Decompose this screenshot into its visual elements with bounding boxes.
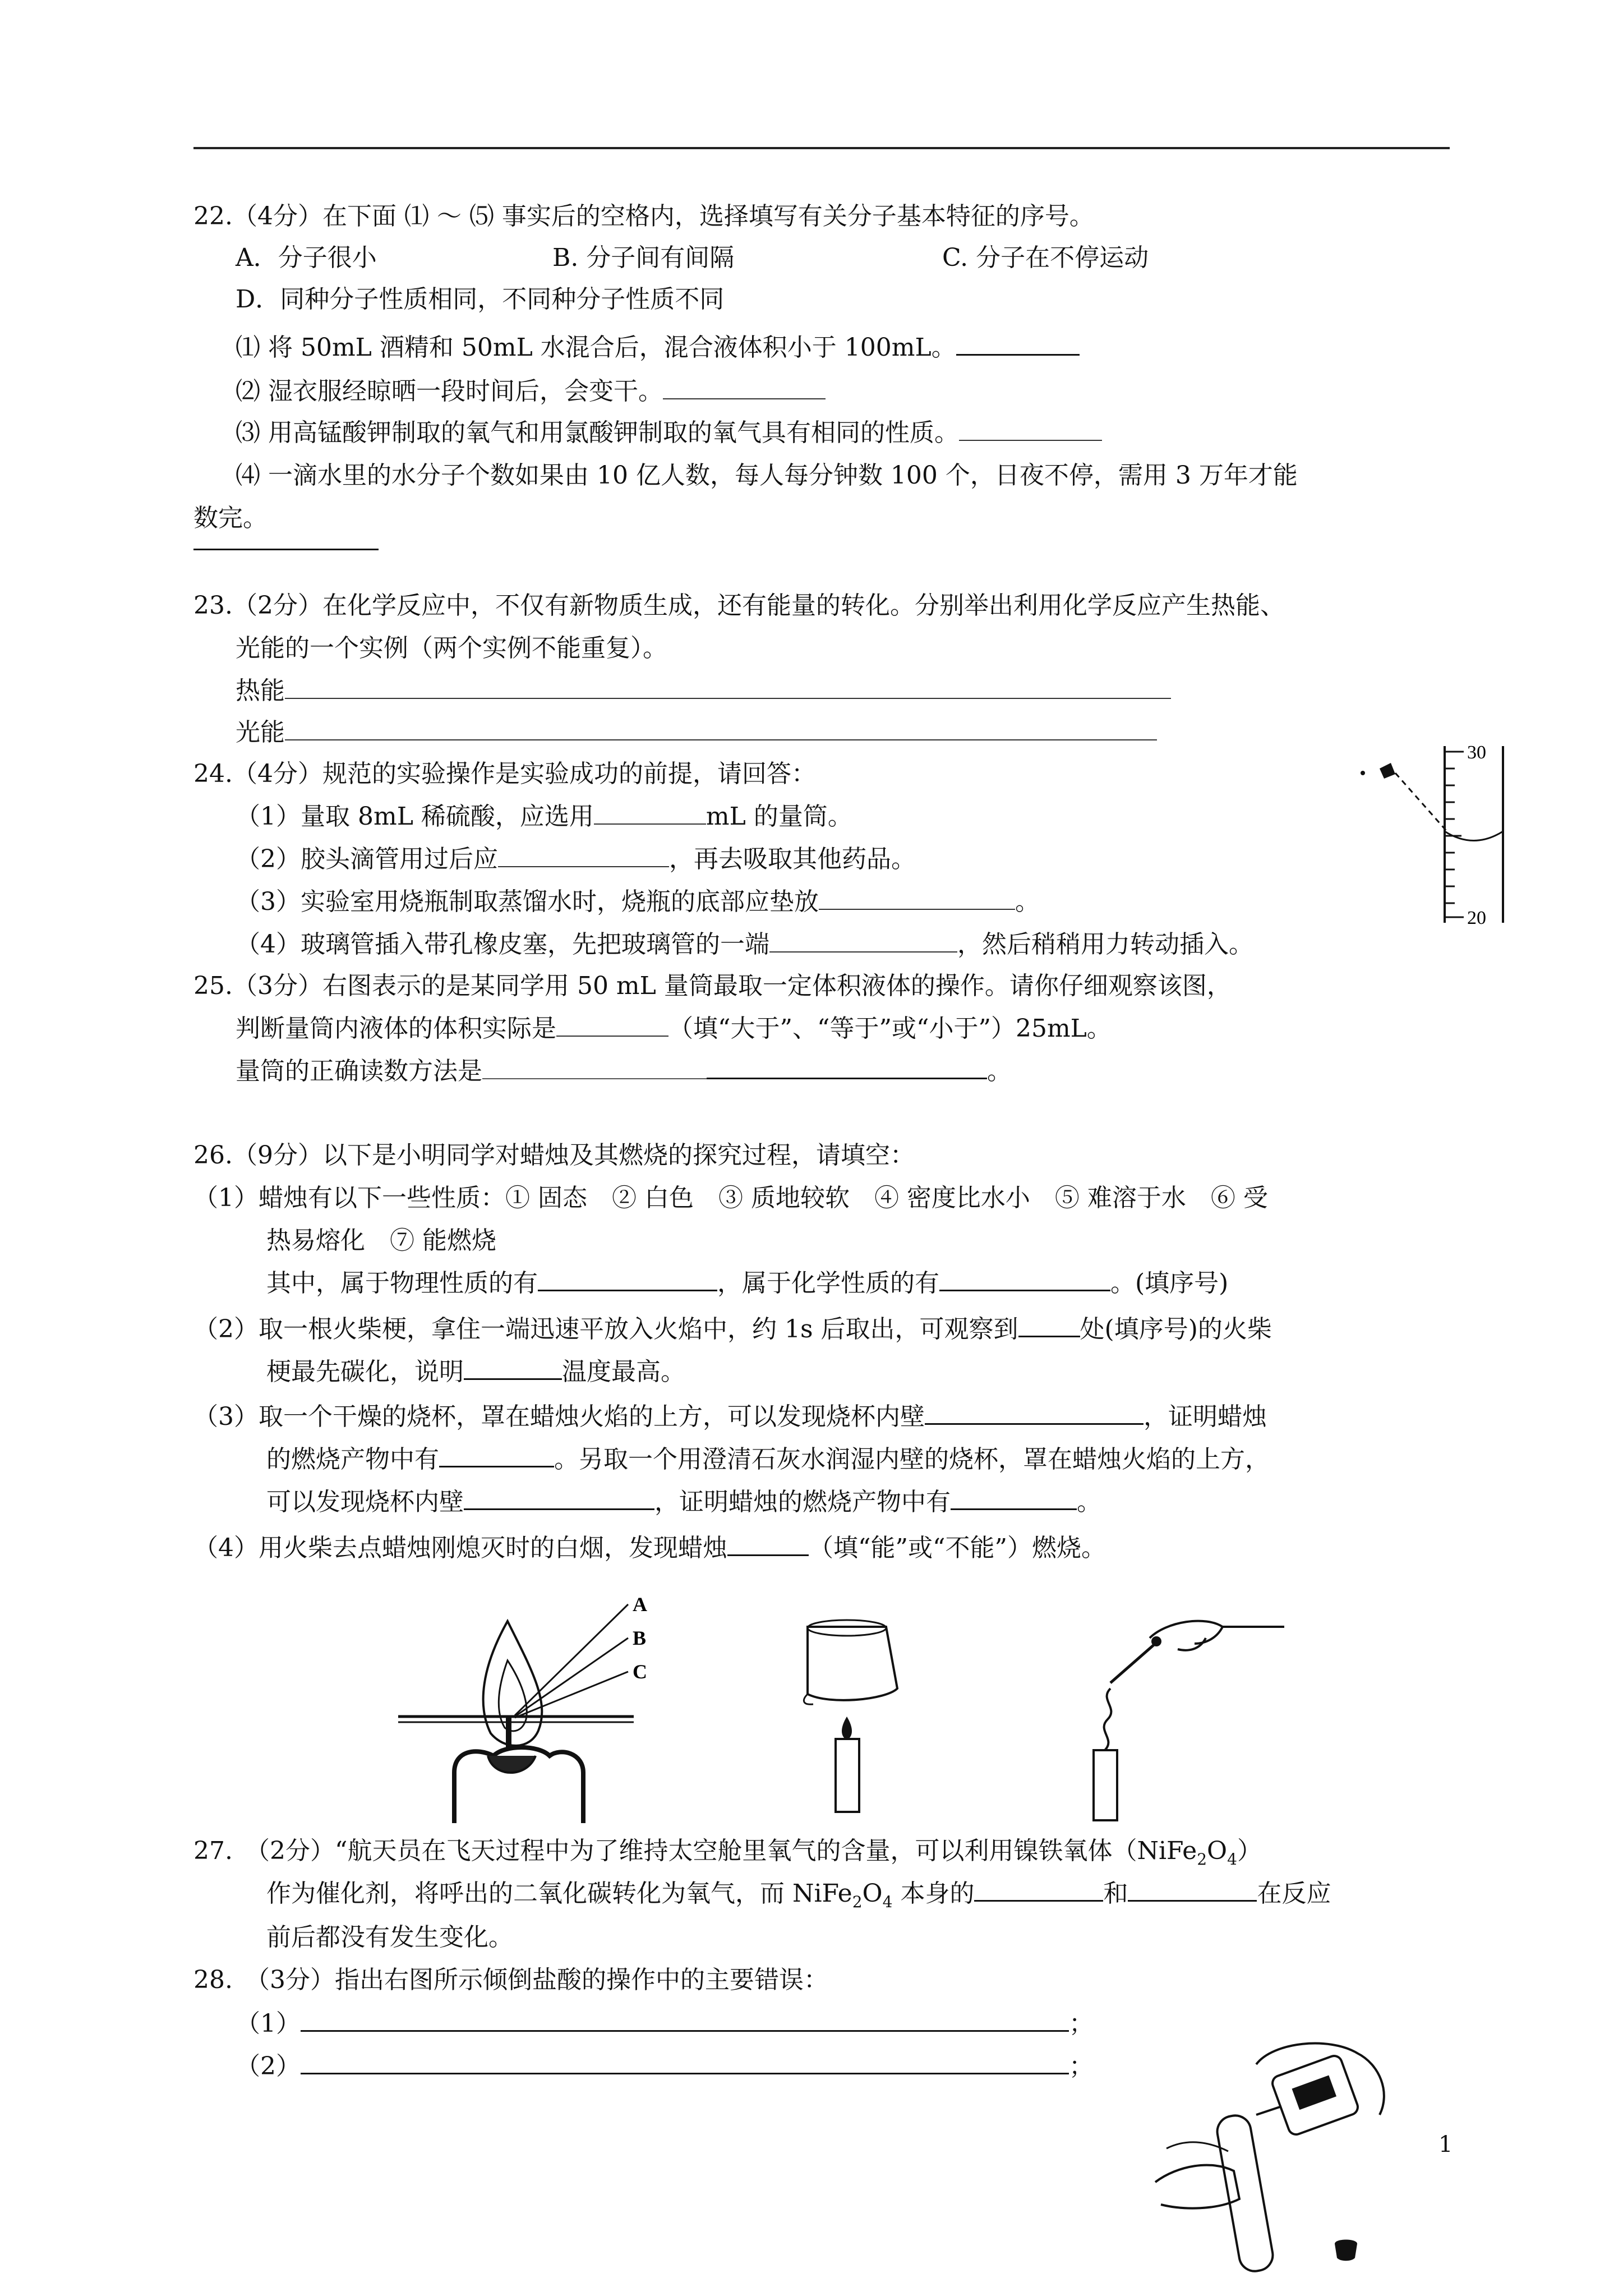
eye-icon [1380, 763, 1395, 779]
flame-label-a: A [633, 1593, 647, 1616]
q27-l1-sub-2: 4 [1227, 1849, 1237, 1869]
q26-part-3-cont-2 [266, 1485, 1101, 1519]
q27-l1-o: O [1207, 1837, 1228, 1865]
q26-part-4 [193, 1531, 1106, 1565]
cylinder-label-20: 20 [1467, 908, 1486, 928]
q24-p2-blank[interactable] [498, 844, 669, 867]
q23-stem-2: 光能的一个实例（两个实例不能重复）。 [236, 634, 667, 662]
q25-l2-text: 判断量筒内液体的体积实际是 [236, 1014, 556, 1043]
q26-p2b-tail: 温度最高。 [562, 1358, 685, 1386]
q26-p3b-tail: 。另取一个用澄清石灰水润湿内壁的烧杯，罩在蜡烛火焰的上方， [554, 1445, 1270, 1474]
q24-part-2 [236, 843, 916, 876]
q26-p1-chemical: ，属于化学性质的有 [717, 1269, 939, 1297]
q26-product-blank-1[interactable] [439, 1443, 554, 1467]
q28-error-blank-2[interactable] [301, 2050, 1069, 2074]
q26-p1-physical: 其中，属于物理性质的有 [266, 1269, 538, 1297]
q26-chemical-blank[interactable] [939, 1267, 1110, 1291]
q26-part-3-cont-1 [266, 1443, 1270, 1476]
q27-l1-sub-1: 2 [1197, 1849, 1207, 1869]
q27-line-3: 前后都没有发生变化。 [266, 1923, 513, 1952]
q26-burn-blank[interactable] [727, 1532, 809, 1556]
q24-p3-text: （3）实验室用烧瓶制取蒸馏水时，烧瓶的底部应垫放 [236, 887, 819, 916]
q23-heat-label: 热能 [236, 677, 285, 705]
q23-light-label: 光能 [236, 718, 285, 747]
q22-stem: 22.（4分）在下面 ⑴ ～ ⑸ 事实后的空格内，选择填写有关分子基本特征的序号。 [193, 202, 1094, 231]
q27-line-1 [193, 1834, 1262, 1876]
q25-l2-tail: （填“大于”、“等于”或“小于”）25mL。 [668, 1014, 1112, 1043]
q26-p3c-tail: 。 [1077, 1488, 1101, 1516]
q28-stem: 28. （3分）指出右图所示倾倒盐酸的操作中的主要错误： [193, 1966, 828, 1994]
q22-s2-blank[interactable] [663, 376, 826, 399]
q24-p4-text: （4）玻璃管插入带孔橡皮塞，先把玻璃管的一端 [236, 930, 769, 959]
q27-blank-2[interactable] [1128, 1878, 1257, 1902]
q24-p3-blank[interactable] [819, 886, 1015, 910]
q24-p1-blank[interactable] [594, 801, 706, 825]
q23-heat-line [236, 674, 1171, 708]
q26-p3a-text: （3）取一个干燥的烧杯，罩在蜡烛火焰的上方，可以发现烧杯内壁 [193, 1402, 925, 1431]
q24-p1-tail: mL 的量筒。 [706, 802, 852, 831]
q25-line-2 [236, 1012, 1112, 1046]
q26-p2-text: （2）取一根火柴梗，拿住一端迅速平放入火焰中，约 1s 后取出，可观察到 [193, 1315, 1018, 1343]
q28-error-1 [236, 2007, 1094, 2041]
q25-l3-tail: 。 [987, 1057, 1012, 1085]
match-lighting-smoke-figure [1038, 1604, 1290, 1823]
q27-l2-o: O [862, 1879, 883, 1908]
q26-p2b-text: 梗最先碳化，说明 [266, 1358, 464, 1386]
q27-l2-sub-2: 4 [882, 1892, 893, 1911]
q23-heat-blank[interactable] [285, 677, 1171, 699]
q24-p4-tail: ，然后稍稍用力转动插入。 [957, 930, 1253, 959]
q22-statement-2 [236, 375, 826, 408]
q27-line-2 [266, 1877, 1331, 1919]
q28-error-blank-1[interactable] [301, 2008, 1069, 2032]
q24-p3-tail: 。 [1015, 887, 1040, 916]
q28-p2-label: （2） [236, 2052, 301, 2081]
q27-l2-tail: 在反应 [1257, 1879, 1331, 1908]
q26-p3b-text: 的燃烧产物中有 [266, 1445, 439, 1474]
q25-method-blank-2[interactable] [707, 1055, 987, 1079]
q26-part-1-answer [266, 1267, 1228, 1300]
q25-line-3 [236, 1055, 1012, 1088]
q22-s1-blank[interactable] [956, 332, 1080, 356]
q26-p4-tail: （填“能”或“不能”）燃烧。 [809, 1534, 1106, 1562]
q27-l2-mid: 本身的 [892, 1879, 975, 1908]
q28-error-2 [236, 2050, 1094, 2083]
q26-p3a-tail: ，证明蜡烛 [1144, 1402, 1267, 1431]
q22-s3-blank[interactable] [959, 417, 1102, 441]
q22-statement-1 [236, 331, 1080, 365]
q26-part-3 [193, 1400, 1267, 1434]
q27-l2-text: 作为催化剂，将呼出的二氧化碳转化为氧气，而 NiFe [266, 1879, 852, 1908]
q22-option-a: A．分子很小 [236, 243, 377, 272]
q22-s3-text: ⑶ 用高锰酸钾制取的氧气和用氯酸钾制取的氧气具有相同的性质。 [236, 418, 959, 447]
measuring-cylinder-figure [1335, 735, 1520, 937]
q27-blank-1[interactable] [974, 1878, 1103, 1902]
q22-statement-4: ⑷ 一滴水里的水分子个数如果由 10 亿人数，每人每分钟数 100 个，日夜不停，需用 3 万年才能 [236, 461, 1298, 490]
q28-p1-label: （1） [236, 2009, 301, 2038]
q26-p1-tail: 。(填序号) [1110, 1269, 1229, 1297]
q26-p2-tail: 处(填序号)的火柴 [1080, 1315, 1272, 1343]
flame-label-c: C [633, 1660, 647, 1683]
q23-light-blank[interactable] [285, 718, 1157, 740]
q24-p1-text: （1）量取 8mL 稀硫酸，应选用 [236, 802, 594, 831]
q26-position-blank[interactable] [1018, 1313, 1080, 1337]
q22-option-c: C. 分子在不停运动 [942, 243, 1149, 272]
header-rule [193, 147, 1450, 149]
q26-p3c-mid: ，证明蜡烛的燃烧产物中有 [654, 1488, 951, 1516]
q25-stem: 25.（3分）右图表示的是某同学用 50 mL 量筒最取一定体积液体的操作。请你仔细观察该图， [193, 972, 1232, 1000]
q26-limewater-blank[interactable] [464, 1486, 654, 1510]
q26-product-blank-2[interactable] [951, 1486, 1077, 1510]
q26-part-2 [193, 1313, 1272, 1346]
q26-p4-text: （4）用火柴去点蜡烛刚熄灭时的白烟，发现蜡烛 [193, 1534, 727, 1562]
q22-option-b: B. 分子间有间隔 [552, 243, 735, 272]
q24-p2-tail: ，再去吸取其他药品。 [669, 845, 916, 873]
q27-l2-and: 和 [1103, 1879, 1128, 1908]
q28-p2-end: ； [1069, 2052, 1094, 2081]
q26-part-2-cont [266, 1355, 685, 1389]
q22-option-d: D．同种分子性质相同，不同种分子性质不同 [236, 285, 725, 314]
q26-temperature-blank[interactable] [464, 1356, 562, 1380]
q24-part-4 [236, 928, 1253, 961]
cylinder-label-30: 30 [1467, 742, 1486, 763]
q23-stem-1: 23.（2分）在化学反应中，不仅有新物质生成，还有能量的转化。分别举出利用化学反应产生热能、 [193, 591, 1285, 620]
flame-label-b: B [633, 1627, 647, 1649]
q24-p4-blank[interactable] [769, 929, 957, 953]
q25-volume-blank[interactable] [556, 1013, 668, 1037]
q25-l3-text: 量筒的正确读数方法是 [236, 1057, 482, 1085]
q27-l1-tail: ） [1237, 1837, 1262, 1865]
q25-method-blank-1[interactable] [482, 1057, 707, 1079]
q26-stem: 26.（9分）以下是小明同学对蜡烛及其燃烧的探究过程，请填空： [193, 1141, 915, 1170]
q22-s1-text: ⑴ 将 50mL 酒精和 50mL 水混合后，混合液体积小于 100mL。 [236, 333, 956, 362]
q28-p1-end: ； [1069, 2009, 1094, 2038]
q22-s4-blank[interactable] [193, 549, 379, 550]
q26-part-1: （1）蜡烛有以下一些性质：① 固态 ② 白色 ③ 质地较软 ④ 密度比水小 ⑤ 难溶于水 ⑥ 受 [193, 1184, 1268, 1212]
q26-p3c-text: 可以发现烧杯内壁 [266, 1488, 464, 1516]
q24-p2-text: （2）胶头滴管用过后应 [236, 845, 498, 873]
q24-part-1 [236, 800, 852, 834]
q22-statement-3 [236, 416, 1102, 450]
q27-l1-text: 27. （2分）“航天员在飞天过程中为了维持太空舱里氧气的含量，可以利用镍铁氧体（NiFe [193, 1837, 1197, 1865]
beaker-over-candle-figure [785, 1616, 931, 1818]
page-number: 1 [1438, 2132, 1453, 2157]
q26-part-1-cont: 热易熔化 ⑦ 能燃烧 [266, 1226, 496, 1255]
q23-light-line [236, 716, 1157, 749]
candle-flame-matchstick-figure [393, 1588, 690, 1823]
pouring-acid-figure [1144, 2031, 1413, 2277]
q22-statement-4-cont: 数完。 [193, 504, 268, 532]
q27-l2-sub-1: 2 [852, 1892, 863, 1911]
q24-stem: 24.（4分）规范的实验操作是实验成功的前提，请回答： [193, 760, 816, 788]
q24-part-3 [236, 885, 1040, 919]
q22-s2-text: ⑵ 湿衣服经晾晒一段时间后，会变干。 [236, 377, 663, 406]
q26-beaker-wall-blank[interactable] [925, 1401, 1144, 1425]
q26-physical-blank[interactable] [538, 1267, 717, 1291]
